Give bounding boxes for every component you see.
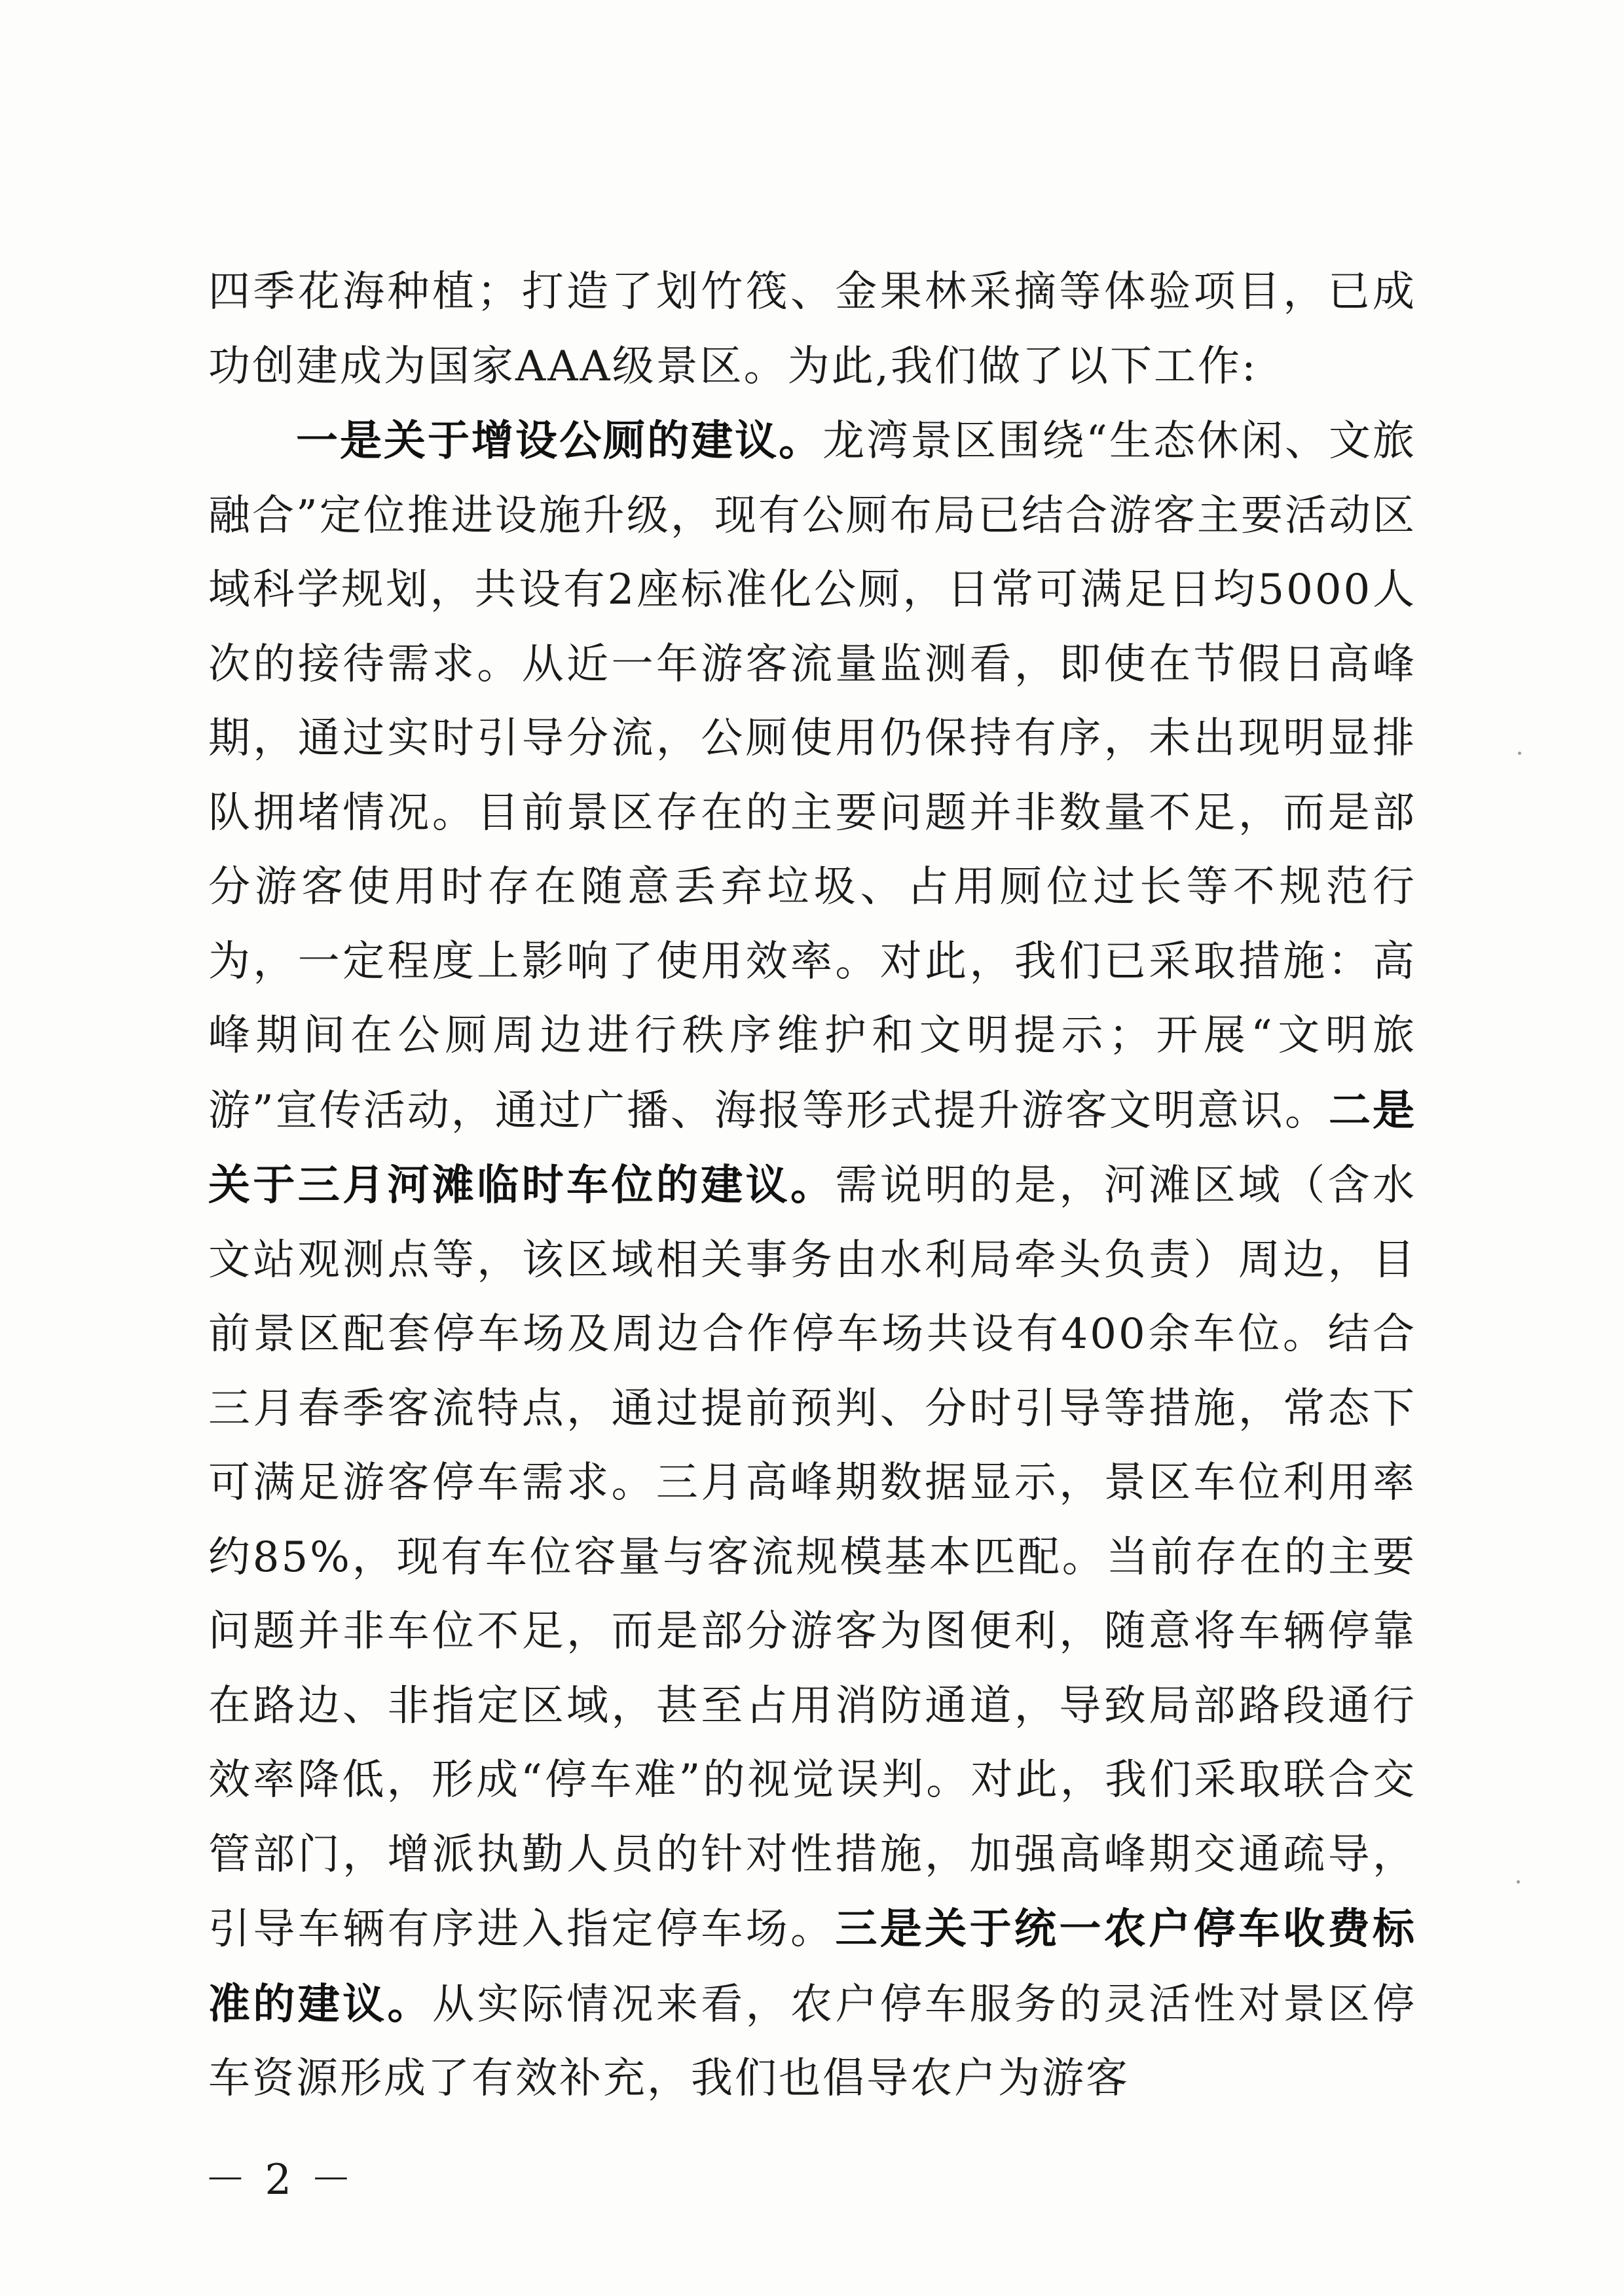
riverbank-parking-reply: 需说明的是，河滩区域（含水文站观测点等，该区域相关事务由水利局牵头负责）周边，目前景区配套停车场及周边合作停车场共设有400余车位。结合三月春季客流特点，通过提前预判、分时引导等措施，常态下可满足游客停车需求。三月高峰期数据显示，景区车位利用率约85%，现有车位容量与客流规模基本匹配。当前存在的主要问题并非车位不足，而是部分游客为图便利，随意将车辆停靠在路边、非指定区域，甚至占用消防通道，导致局部路段通行效率降低，形成“停车难”的视觉误判。对此，我们采取联合交管部门，增派执勤人员的针对性措施，加强高峰期交通疏导，引导车辆有序进入指定停车场。 [208, 1161, 1417, 1954]
farmer-parking-fee-reply: 从实际情况来看，农户停车服务的灵活性对景区停车资源形成了有效补充，我们也倡导农户为游客 [208, 1980, 1417, 2103]
heading-farmer-parking-fee-suggestion: 三是关于统一农户停车收费标准的建议。 [208, 1904, 1417, 2029]
document-body [208, 255, 1416, 2117]
heading-riverbank-parking-suggestion: 二是关于三月河滩临时车位的建议。 [208, 1085, 1417, 1210]
page-number: － 2 － [204, 2156, 355, 2204]
scan-speck [1518, 752, 1521, 755]
scan-speck [1517, 1880, 1520, 1884]
opening-paragraph [208, 255, 1416, 404]
heading-toilet-suggestion: 一是关于增设公厕的建议。 [296, 416, 823, 465]
toilet-suggestion-reply: 龙湾景区围绕“生态休闲、文旅融合”定位推进设施升级，现有公厕布局已结合游客主要活动区域科学规划，共设有2座标准化公厕，日常可满足日均5000人次的接待需求。从近一年游客流量监测看，即使在节假日高峰期，通过实时引导分流，公厕使用仍保持有序，未出现明显排队拥堵情况。目前景区存在的主要问题并非数量不足，而是部分游客使用时存在随意丢弃垃圾、占用厕位过长等不规范行为，一定程度上影响了使用效率。对此，我们已采取措施：高峰期间在公厕周边进行秩序维护和文明提示；开展“文明旅游”宣传活动，通过广播、海报等形式提升游客文明意识。 [208, 417, 1417, 1135]
main-paragraph [208, 404, 1416, 2117]
opening-paragraph-text: 四季花海种植；打造了划竹筏、金果林采摘等体验项目，已成功创建成为国家AAA级景区。为此,我们做了以下工作: [208, 268, 1416, 391]
